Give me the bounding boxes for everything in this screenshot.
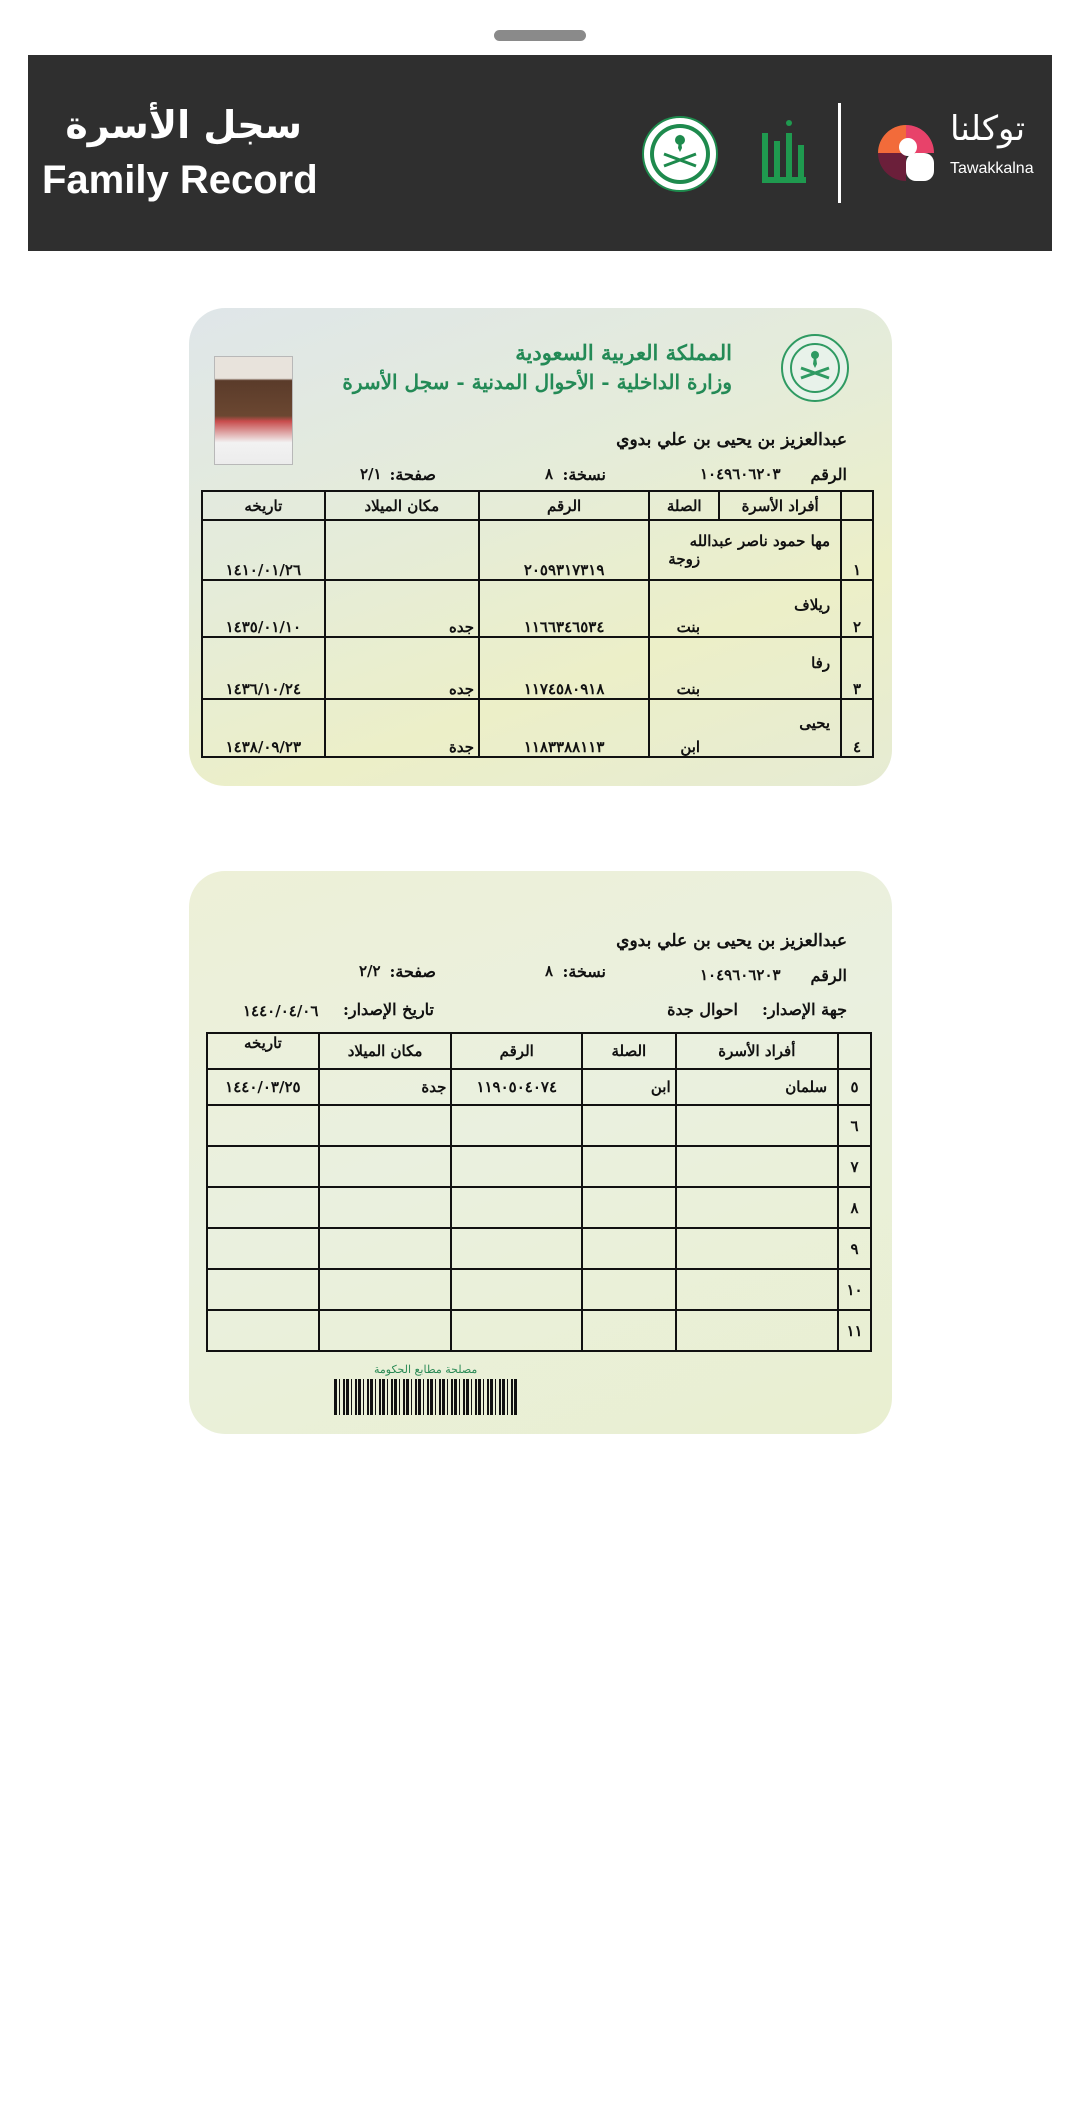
absher-logo-icon — [756, 115, 814, 191]
member-relation: ابن — [680, 738, 701, 756]
title-english: Family Record — [42, 158, 318, 202]
holder-name: عبدالعزيز بن يحيى بن علي بدوي — [616, 430, 847, 450]
holder-name: عبدالعزيز بن يحيى بن علي بدوي — [616, 931, 847, 951]
table-row — [207, 1069, 871, 1105]
cell-index: ٧ — [838, 1146, 871, 1187]
number-label: الرقم — [810, 966, 847, 985]
cell-member: سلمان — [676, 1069, 838, 1105]
cell-number — [451, 1310, 582, 1351]
title-arabic: سجل الأسرة — [65, 103, 302, 147]
member-name: مها حمود ناصر عبدالله — [689, 532, 831, 550]
tawakkalna-logo-icon — [870, 117, 942, 189]
cell-date: ١٤١٠/٠١/٢٦ — [202, 520, 325, 580]
family-members-table — [206, 1032, 872, 1352]
cell-place: جدة — [319, 1069, 452, 1105]
table-row — [202, 699, 873, 757]
tawakkalna-arabic: توكلنا — [950, 109, 1026, 149]
table-row — [207, 1228, 871, 1269]
cell-number: ١١٦٦٣٤٦٥٣٤ — [479, 580, 649, 637]
cell-index: ١١ — [838, 1310, 871, 1351]
table-row — [202, 637, 873, 699]
copy-value: ٨ — [545, 962, 554, 980]
column-header-relation: الصلة — [649, 491, 719, 520]
column-header-number: الرقم — [479, 491, 649, 520]
number-value: ١٠٤٩٦٠٦٢٠٣ — [700, 966, 781, 984]
cell-member — [676, 1310, 838, 1351]
issue-date-value: ١٤٤٠/٠٤/٠٦ — [243, 1002, 319, 1020]
cell-place — [319, 1105, 452, 1146]
table-row — [207, 1187, 871, 1228]
copy-label: نسخة: — [562, 465, 606, 484]
cell-index: ٥ — [838, 1069, 871, 1105]
issue-date-label: تاريخ الإصدار: — [342, 1000, 434, 1019]
page-label: صفحة: — [389, 465, 436, 484]
cell-index: ٩ — [838, 1228, 871, 1269]
column-header-relation: الصلة — [582, 1033, 676, 1069]
cell-date — [207, 1228, 319, 1269]
header-divider — [838, 103, 841, 203]
card-emblem-icon — [781, 334, 849, 402]
cell-relation — [582, 1269, 676, 1310]
barcode — [334, 1379, 519, 1415]
cell-relation — [582, 1310, 676, 1351]
cell-date — [207, 1310, 319, 1351]
cell-member — [676, 1269, 838, 1310]
cell-index: ١ — [841, 520, 873, 580]
copy-label: نسخة: — [562, 962, 606, 981]
cell-place: جدة — [325, 699, 479, 757]
member-relation: زوجة — [668, 550, 701, 568]
cell-index: ٨ — [838, 1187, 871, 1228]
saudi-emblem-icon — [642, 116, 718, 192]
cell-member — [676, 1187, 838, 1228]
cell-relation — [582, 1187, 676, 1228]
cell-member — [649, 520, 841, 580]
document-header — [28, 55, 1052, 251]
column-header-birthplace: مكان الميلاد — [319, 1033, 452, 1069]
cell-date — [207, 1105, 319, 1146]
table-row — [207, 1269, 871, 1310]
family-record-card-page-2[interactable] — [189, 871, 892, 1434]
cell-place: جده — [325, 580, 479, 637]
column-header-date: تاريخه — [202, 491, 325, 520]
cell-relation — [582, 1228, 676, 1269]
table-row — [202, 520, 873, 580]
cell-number: ١١٧٤٥٨٠٩١٨ — [479, 637, 649, 699]
column-header-index — [841, 491, 873, 520]
member-name: يحيى — [799, 714, 831, 732]
cell-date — [207, 1146, 319, 1187]
page-value: ٢/٢ — [359, 962, 381, 980]
cell-date: ١٤٣٨/٠٩/٢٣ — [202, 699, 325, 757]
cell-date: ١٤٤٠/٠٣/٢٥ — [207, 1069, 319, 1105]
cell-relation — [582, 1146, 676, 1187]
ministry-title: وزارة الداخلية - الأحوال المدنية - سجل الأسرة — [342, 370, 732, 394]
cell-index: ١٠ — [838, 1269, 871, 1310]
cell-number — [451, 1105, 582, 1146]
issuer-label: جهة الإصدار: — [761, 1000, 847, 1019]
cell-index: ٣ — [841, 637, 873, 699]
cell-number — [451, 1146, 582, 1187]
cell-index: ٢ — [841, 580, 873, 637]
member-name: رفا — [811, 654, 831, 672]
column-header-number: الرقم — [451, 1033, 582, 1069]
printer-label: مصلحة مطابع الحكومة — [374, 1363, 478, 1376]
column-header-index — [838, 1033, 871, 1069]
table-row — [207, 1310, 871, 1351]
family-record-card-page-1[interactable] — [189, 308, 892, 786]
cell-member — [676, 1146, 838, 1187]
member-name: ريلاف — [794, 596, 831, 614]
cell-member — [649, 580, 841, 637]
cell-number — [451, 1228, 582, 1269]
cell-index: ٤ — [841, 699, 873, 757]
cell-place — [319, 1146, 452, 1187]
table-header-row — [202, 491, 873, 520]
column-header-date: تاريخه — [207, 1033, 319, 1069]
member-relation: بنت — [676, 680, 701, 698]
holder-photo — [214, 356, 293, 465]
family-members-table — [201, 490, 874, 758]
cell-date — [207, 1187, 319, 1228]
member-relation: بنت — [676, 618, 701, 636]
table-row — [207, 1105, 871, 1146]
cell-place — [319, 1228, 452, 1269]
tawakkalna-english: Tawakkalna — [950, 160, 1034, 177]
cell-place — [325, 520, 479, 580]
cell-member — [649, 637, 841, 699]
cell-number: ١١٩٠٥٠٤٠٧٤ — [451, 1069, 582, 1105]
cell-place: جده — [325, 637, 479, 699]
drag-handle[interactable] — [494, 30, 586, 41]
issuer-value: احوال جدة — [667, 1000, 738, 1019]
cell-date — [207, 1269, 319, 1310]
table-row — [202, 580, 873, 637]
cell-relation: ابن — [582, 1069, 676, 1105]
cell-place — [319, 1310, 452, 1351]
column-header-members: أفراد الأسرة — [719, 491, 841, 520]
cell-place — [319, 1269, 452, 1310]
cell-number: ٢٠٥٩٣١٧٣١٩ — [479, 520, 649, 580]
copy-value: ٨ — [545, 465, 554, 483]
cell-member — [649, 699, 841, 757]
column-header-birthplace: مكان الميلاد — [325, 491, 479, 520]
cell-number — [451, 1187, 582, 1228]
number-value: ١٠٤٩٦٠٦٢٠٣ — [700, 465, 781, 483]
cell-relation — [582, 1105, 676, 1146]
cell-number: ١١٨٣٣٨٨١١٣ — [479, 699, 649, 757]
cell-member — [676, 1228, 838, 1269]
number-label: الرقم — [810, 465, 847, 484]
cell-date: ١٤٣٥/٠١/١٠ — [202, 580, 325, 637]
cell-member — [676, 1105, 838, 1146]
column-header-members: أفراد الأسرة — [676, 1033, 838, 1069]
page-value: ٢/١ — [360, 465, 382, 483]
cell-date: ١٤٣٦/١٠/٢٤ — [202, 637, 325, 699]
cell-index: ٦ — [838, 1105, 871, 1146]
cell-place — [319, 1187, 452, 1228]
table-header-row — [207, 1033, 871, 1069]
cell-number — [451, 1269, 582, 1310]
page-label: صفحة: — [389, 962, 436, 981]
table-row — [207, 1146, 871, 1187]
kingdom-title: المملكة العربية السعودية — [515, 340, 732, 365]
